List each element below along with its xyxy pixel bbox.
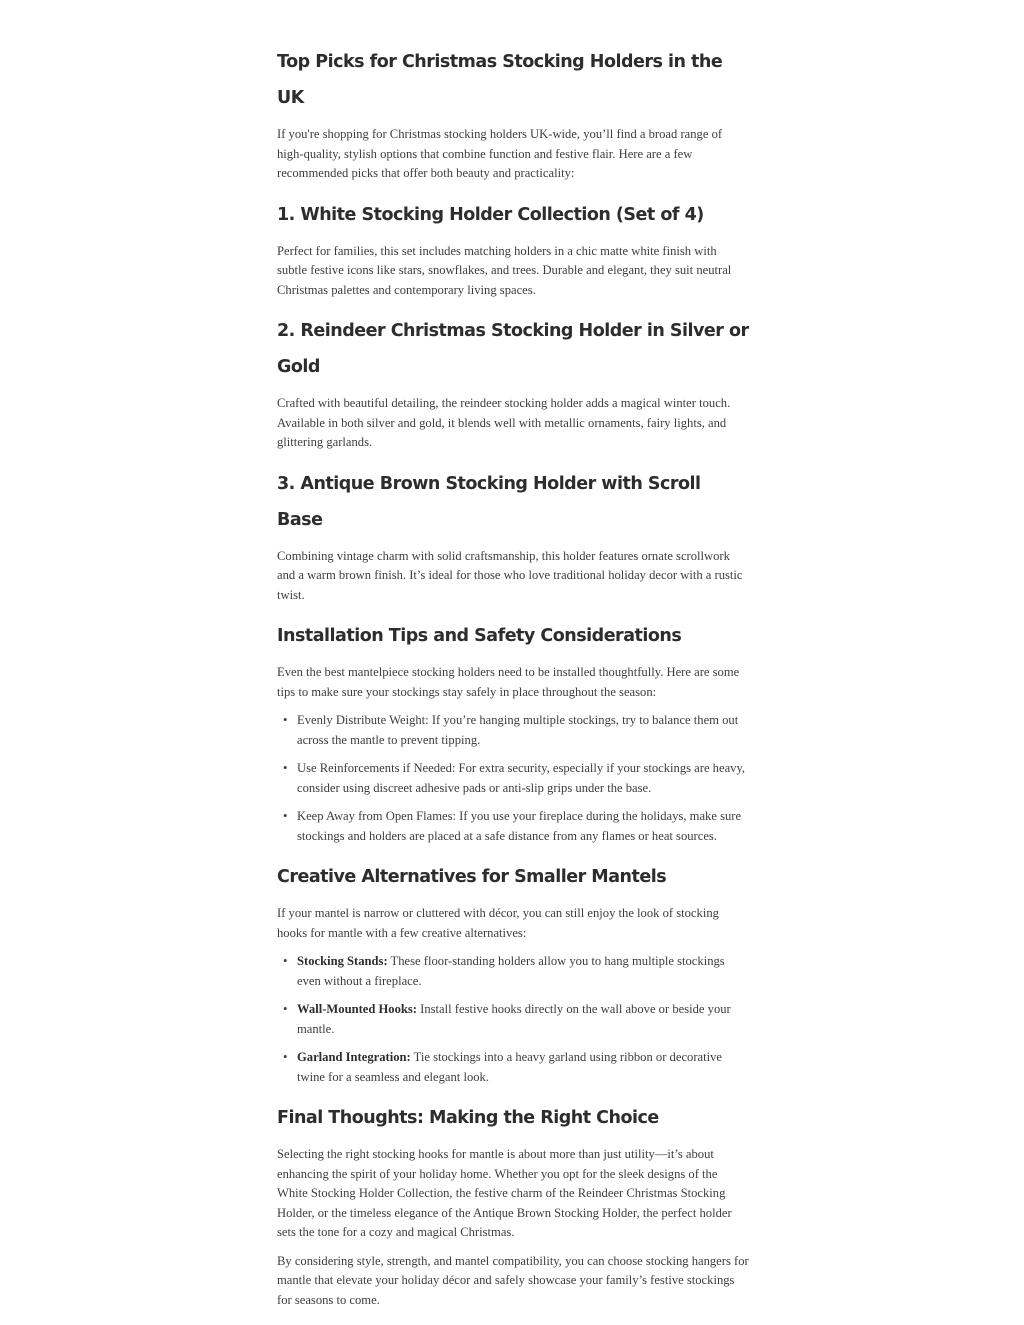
section-paragraph-2: By considering style, strength, and mantel compatibility, you can choose stocking hangers for mantle that elevate your holiday décor and safely showcase your family’s festive stockings for seasons to come. [277,1253,749,1307]
section-reindeer-stocking-holder [277,313,749,453]
list-item-text: Install festive hooks directly on the wall above or beside your mantle. [297,1002,731,1036]
section-heading: Final Thoughts: Making the Right Choice [277,1108,659,1128]
bullet-icon: • [283,713,288,727]
section-installation-tips [277,618,749,846]
section-creative-alternatives [277,859,749,1087]
list-item [283,711,749,750]
list-item [283,952,749,991]
alternatives-list [277,952,749,1087]
section-paragraph: Even the best mantelpiece stocking holders need to be installed thoughtfully. Here are some tips to make sure your stockings stay safely in place throughout the season: [277,665,740,699]
bullet-icon: • [283,809,288,823]
section-paragraph: If you're shopping for Christmas stocking holders UK-wide, you’ll find a broad range of high-quality, stylish options that combine function and festive flair. Here are a few recommended picks that offer both beauty and practicality: [277,127,723,180]
bullet-icon: • [283,1050,288,1064]
section-top-picks [277,44,749,184]
list-item [283,1048,749,1087]
section-final-thoughts [277,1100,749,1310]
article [277,44,749,1323]
section-heading: 2. Reindeer Christmas Stocking Holder in Silver or Gold [277,321,749,377]
list-item [283,1000,749,1039]
list-item [283,759,749,798]
tips-list [277,711,749,846]
section-paragraph: Combining vintage charm with solid craftsmanship, this holder features ornate scrollwork and a warm brown finish. It’s ideal for those who love traditional holiday decor with a rustic twist. [277,548,743,602]
section-heading: Installation Tips and Safety Considerations [277,626,682,646]
section-heading: Top Picks for Christmas Stocking Holders in the UK [277,52,723,108]
list-item-text: Use Reinforcements if Needed: For extra security, especially if your stockings are heavy, consider using discreet adhesive pads or anti-slip grips under the base. [297,761,746,795]
section-antique-brown-holder [277,466,749,606]
list-item-text: Evenly Distribute Weight: If you’re hanging multiple stockings, try to balance them out across the mantle to prevent tipping. [297,713,739,747]
list-item-term: Stocking Stands: [297,954,388,968]
list-item-text: These floor-standing holders allow you to hang multiple stockings even without a fireplace. [297,954,725,988]
section-paragraph: If your mantel is narrow or cluttered with décor, you can still enjoy the look of stocking hooks for mantle with a few creative alternatives: [277,906,719,940]
list-item-text: Tie stockings into a heavy garland using ribbon or decorative twine for a seamless and elegant look. [297,1050,722,1084]
section-heading: 1. White Stocking Holder Collection (Set of 4) [277,204,704,225]
section-heading: Creative Alternatives for Smaller Mantels [277,867,667,887]
section-paragraph: Crafted with beautiful detailing, the reindeer stocking holder adds a magical winter touch. Available in both silver and gold, it blends well with metallic ornaments, fairy lights, and glittering garlands. [277,396,731,449]
section-paragraph: Selecting the right stocking hooks for mantle is about more than just utility—it’s about enhancing the spirit of your holiday home. Whether you opt for the sleek designs of the White Stocking Holder Collection, the festive charm of the Reindeer Christmas Stocking Holder, or the timeless elegance of the Antique Brown Stocking Holder, the perfect holder sets the tone for a cozy and magical Christmas. [277,1147,732,1239]
list-item-term: Wall-Mounted Hooks: [297,1002,418,1016]
list-item [283,807,749,846]
section-white-stocking-holder [277,197,749,301]
list-item-term: Garland Integration: [297,1050,411,1064]
list-item-text: Keep Away from Open Flames: If you use your fireplace during the holidays, make sure stockings and holders are placed at a safe distance from any flames or heat sources. [297,809,742,843]
section-heading: 3. Antique Brown Stocking Holder with Scroll Base [277,473,701,530]
bullet-icon: • [283,761,288,775]
section-paragraph: Perfect for families, this set includes matching holders in a chic matte white finish with subtle festive icons like stars, snowflakes, and trees. Durable and elegant, they suit neutral Christmas palettes and contemporary living spaces. [277,243,732,297]
bullet-icon: • [283,954,288,968]
bullet-icon: • [283,1002,288,1016]
